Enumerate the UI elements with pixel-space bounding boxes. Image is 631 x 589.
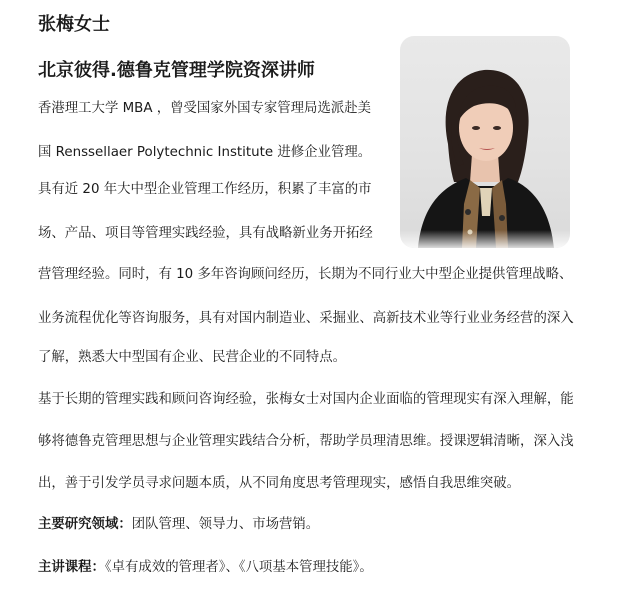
bio-line: 香港理工大学 MBA ，曾受国家外国专家管理局选派赴美 xyxy=(38,101,372,116)
bio-line: 国 Renssellaer Polytechnic Institute 进修企业管理。 xyxy=(38,145,372,160)
research-value: 团队管理、领导力、市场营销。 xyxy=(131,517,320,532)
bio-line: 基于长期的管理实践和顾问咨询经验，张梅女士对国内企业面临的管理现实有深入理解，能 xyxy=(38,392,574,407)
bio-line: 具有近 20 年大中型企业管理工作经历，积累了丰富的市 xyxy=(38,182,372,197)
bio-line: 够将德鲁克管理思想与企业管理实践结合分析，帮助学员理清思维。授课逻辑清晰，深入浅 xyxy=(38,434,574,449)
bio-line: 出，善于引发学员寻求问题本质，从不同角度思考管理现实，感悟自我思维突破。 xyxy=(38,476,521,491)
bio-line: 了解，熟悉大中型国有企业、民营企业的不同特点。 xyxy=(38,350,346,365)
photo-fade xyxy=(400,230,570,248)
research-areas xyxy=(38,515,319,535)
research-label: 主要研究领域： xyxy=(38,517,132,532)
person-title: 北京彼得.德鲁克管理学院资深讲师 xyxy=(38,60,315,81)
bio-line: 业务流程优化等咨询服务，具有对国内制造业、采掘业、高新技术业等行业业务经营的深入 xyxy=(38,311,574,326)
courses xyxy=(38,558,373,578)
bio-line: 场、产品、项目等管理实践经验，具有战略新业务开拓经 xyxy=(38,226,373,241)
portrait-photo xyxy=(400,36,570,248)
bio-line: 营管理经验。同时，有 10 多年咨询顾问经历，长期为不同行业大中型企业提供管理战略、 xyxy=(38,267,573,282)
courses-value: 《卓有成效的管理者》、《八项基本管理技能》。 xyxy=(104,560,373,575)
person-name: 张梅女士 xyxy=(38,14,110,35)
portrait-illustration xyxy=(400,36,570,248)
courses-label: 主讲课程： xyxy=(38,560,105,575)
